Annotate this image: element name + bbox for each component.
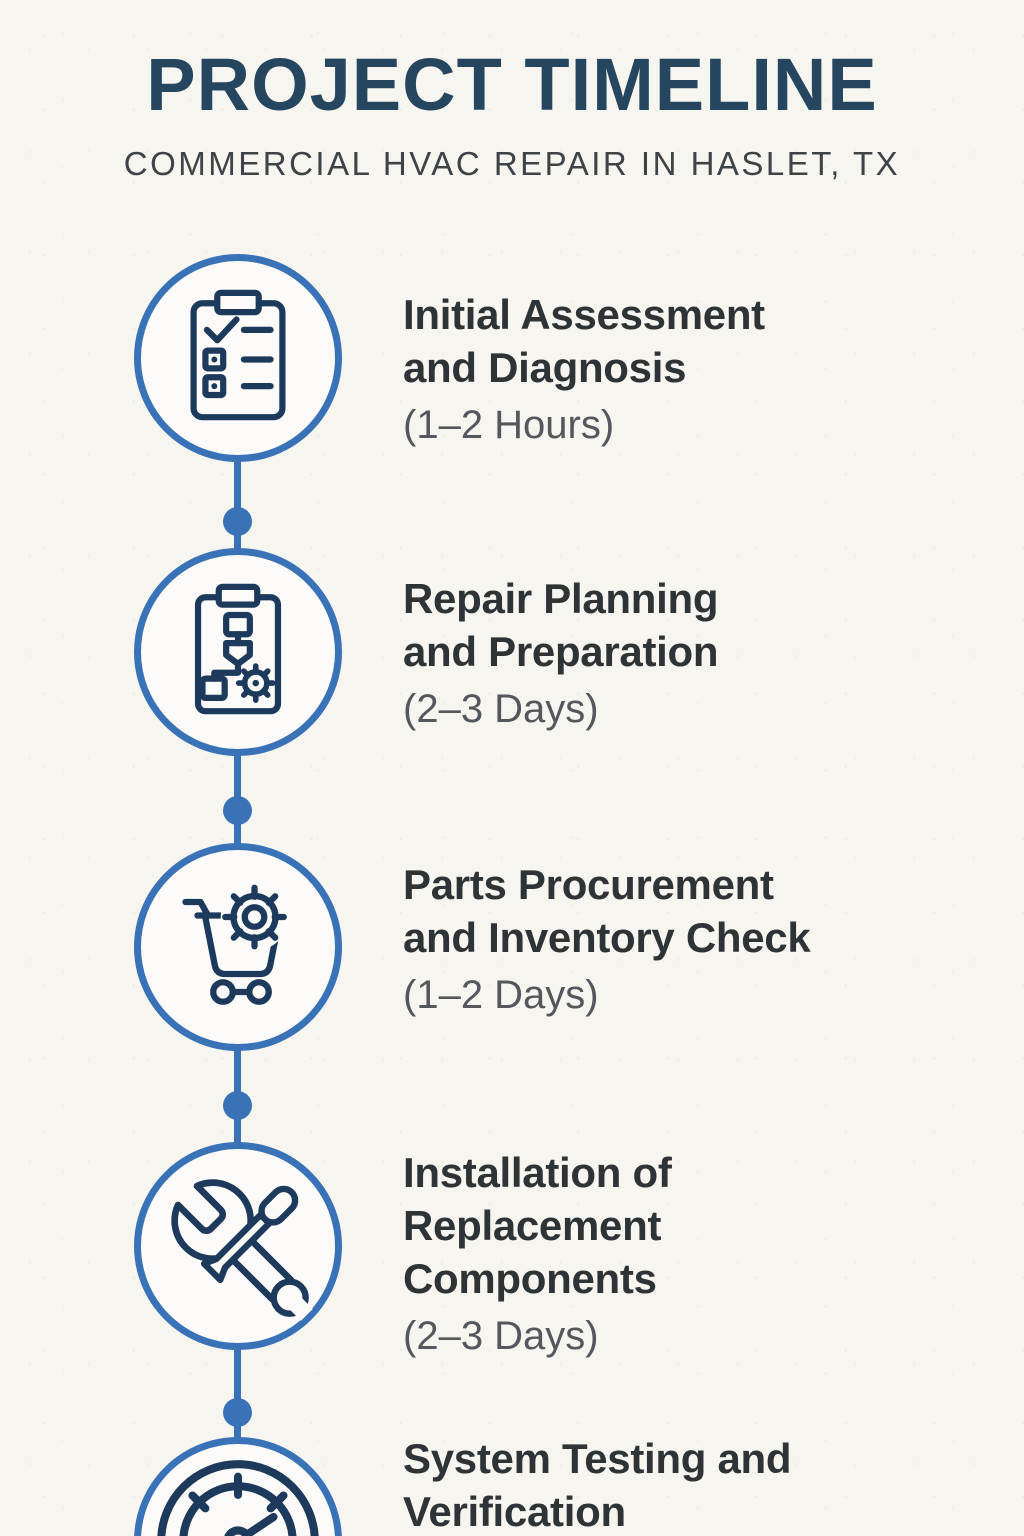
timeline-connector-dot [223, 1398, 252, 1427]
step-title-line: Installation of [403, 1149, 672, 1196]
page-subtitle: COMMERCIAL HVAC REPAIR IN HASLET, TX [123, 145, 901, 182]
timeline-node-circle [134, 843, 342, 1051]
step-duration: (2–3 Days) [403, 1314, 599, 1358]
planning-flowchart-clipboard-icon [164, 578, 312, 726]
header [0, 0, 1024, 183]
step-duration: (2–3 Days) [403, 687, 599, 731]
step-title-line: and Preparation [403, 628, 719, 675]
step-title-line: and Diagnosis [403, 344, 687, 391]
step-title-line: Initial Assessment [403, 291, 765, 338]
step-duration: (1–2 Days) [403, 973, 599, 1017]
timeline-connector-dot [223, 507, 252, 536]
step-title-line: Repair Planning [403, 575, 719, 622]
page-title: PROJECT TIMELINE [146, 43, 878, 126]
timeline-node-circle [134, 1437, 342, 1536]
gauge-icon [142, 1445, 334, 1536]
step-title-line: Replacement [403, 1202, 662, 1249]
timeline-connector-dot [223, 796, 252, 825]
timeline-node-circle [134, 254, 342, 462]
timeline-item-text [403, 288, 988, 449]
timeline-item-text [403, 572, 988, 733]
step-duration: (1–2 Hours) [403, 403, 615, 447]
timeline-item-text [403, 1146, 988, 1360]
cart-gear-icon [163, 872, 313, 1022]
timeline-item-text [403, 1432, 988, 1536]
timeline-node-circle [134, 548, 342, 756]
checklist-clipboard-icon [164, 284, 312, 432]
timeline-item-text [403, 858, 988, 1019]
timeline-node-circle [134, 1142, 342, 1350]
timeline-connector-dot [223, 1091, 252, 1120]
step-title-line: Parts Procurement [403, 861, 774, 908]
step-title-line: and Inventory Check [403, 914, 811, 961]
step-title-line: Components [403, 1255, 657, 1302]
step-title-line: Verification [403, 1488, 626, 1535]
step-title-line: System Testing and [403, 1435, 792, 1482]
crossed-tools-icon [162, 1170, 314, 1322]
